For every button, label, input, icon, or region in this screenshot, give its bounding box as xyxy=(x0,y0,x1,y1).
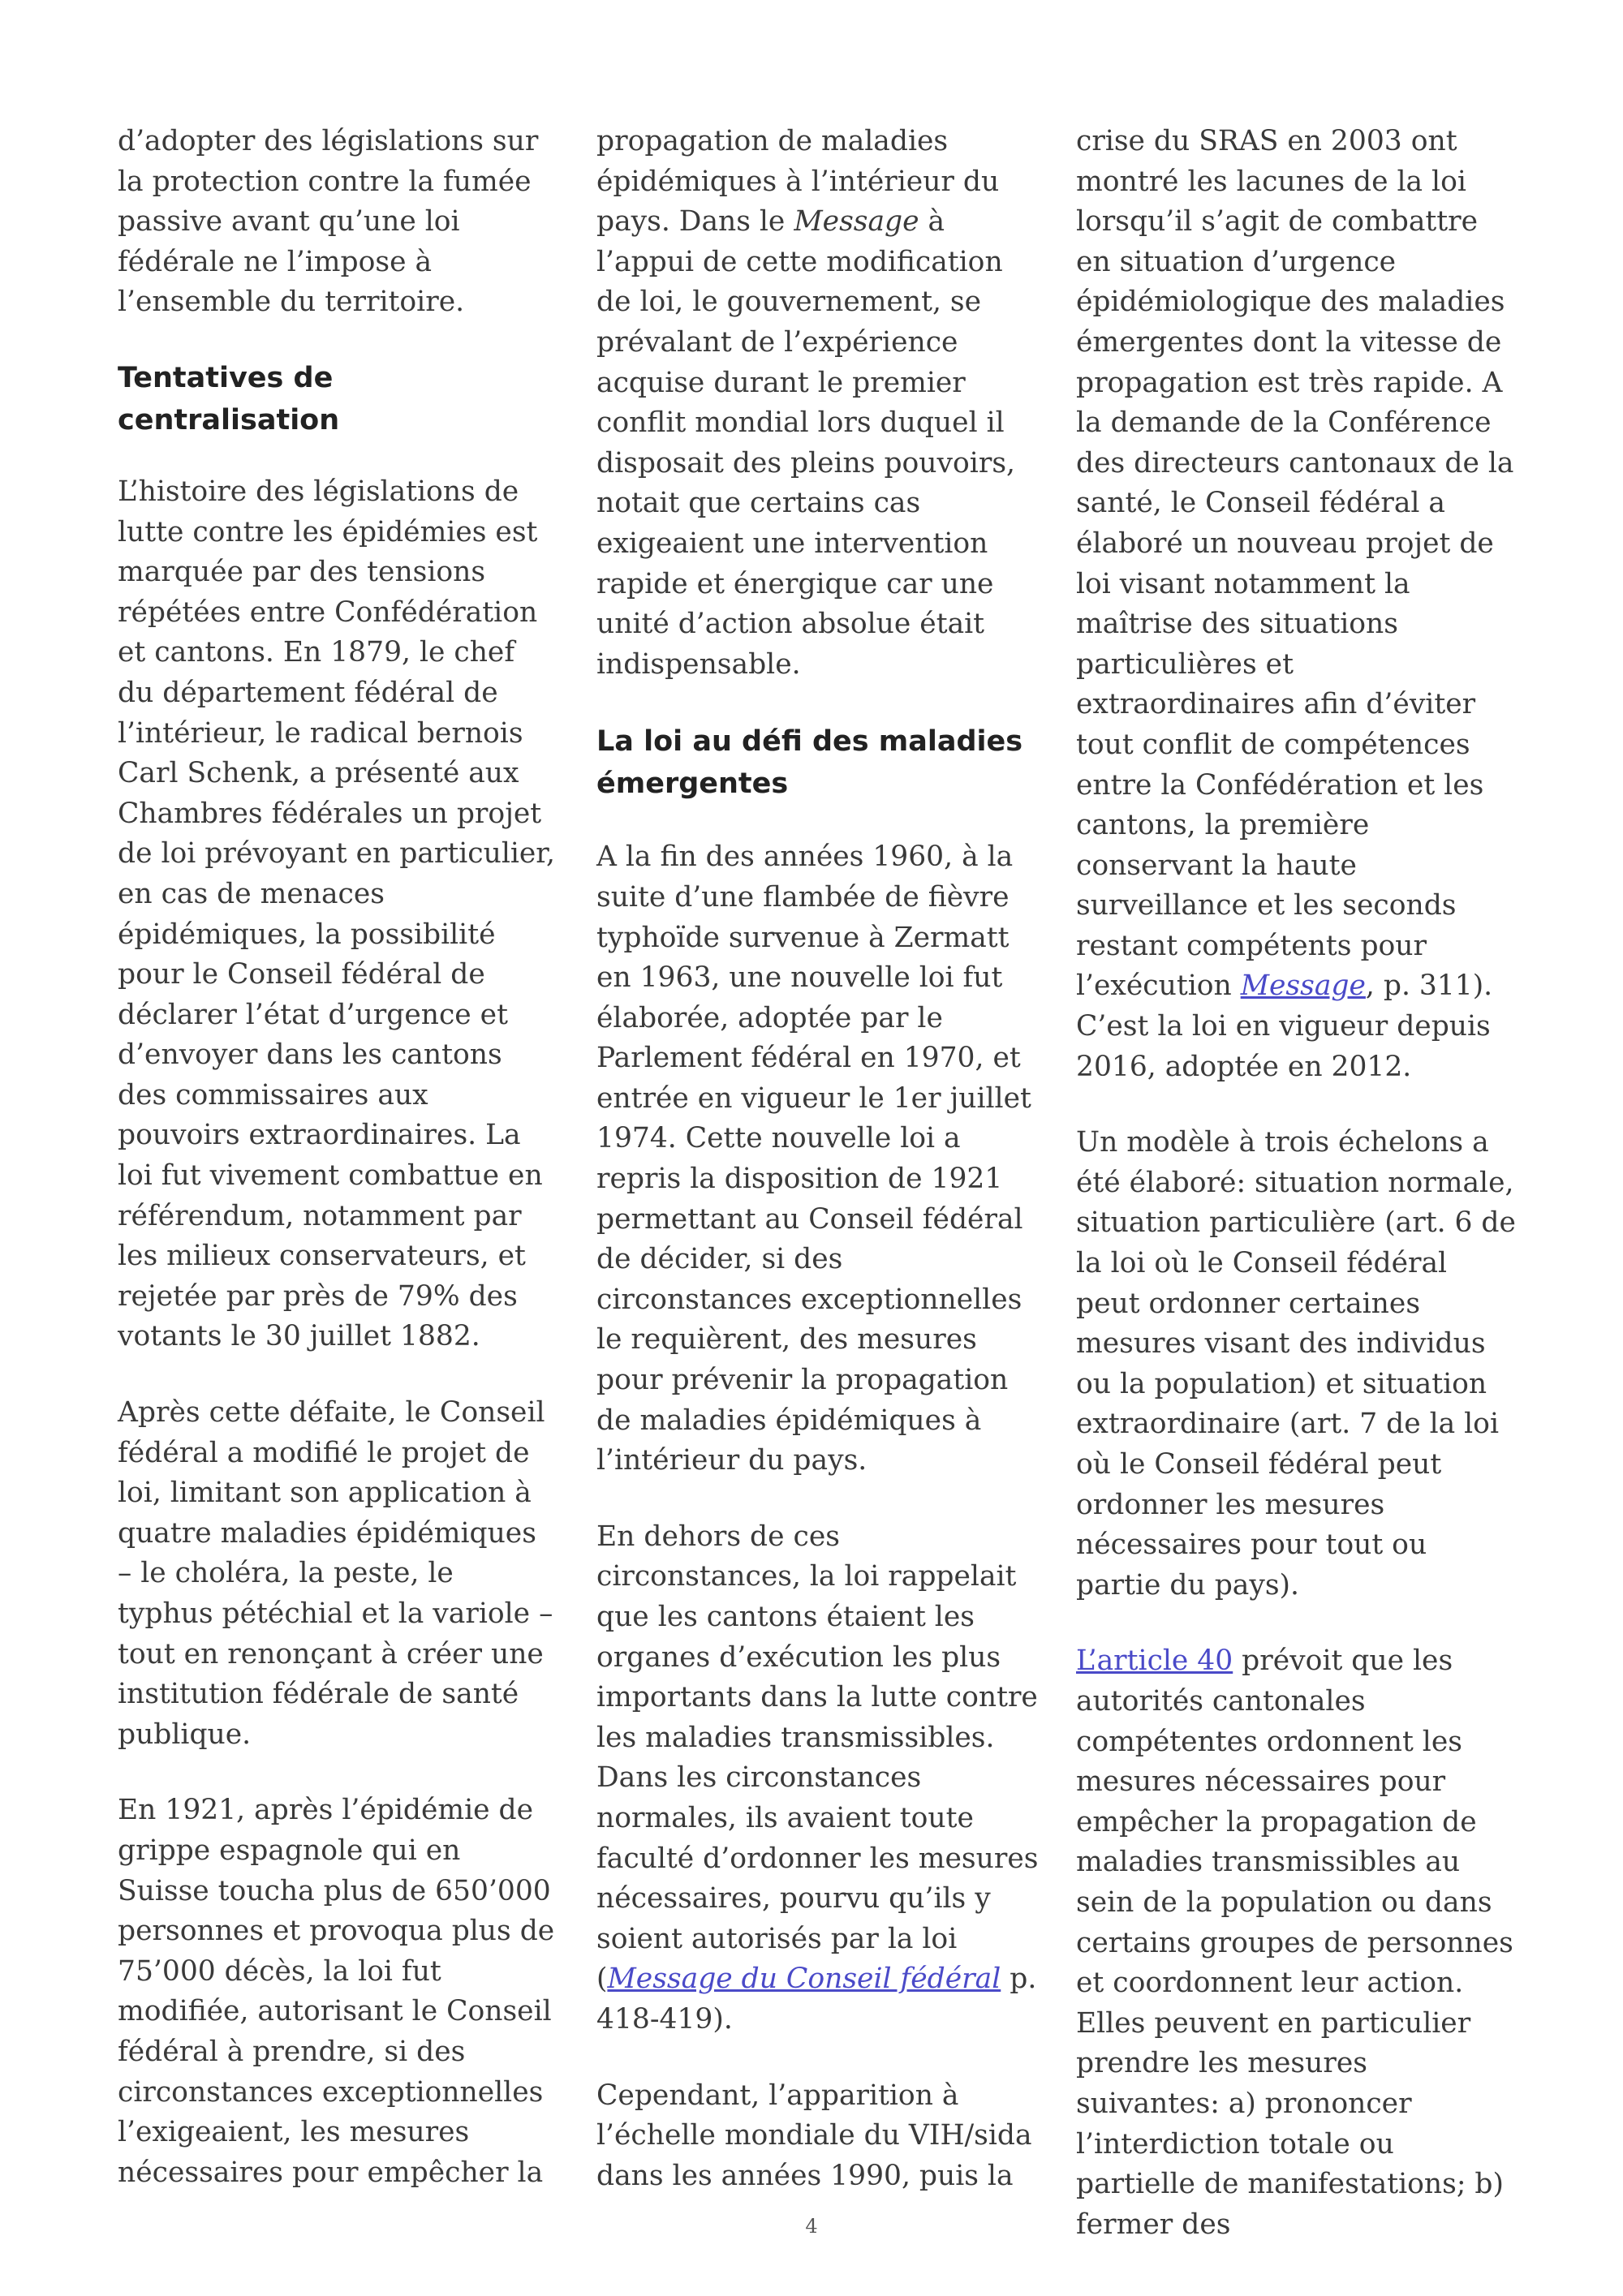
paragraph: Un modèle à trois échelons a été élaboré: situation normale, situation particulière (art. 6 de la loi où le Conseil fédéral peut ordonner certaines mesures visant des individus ou la population) et situation extraordinaire (art. 7 de la loi où le Conseil fédéral peut ordonner les mesures nécessaires pour tout ou partie du pays). xyxy=(1076,1126,1516,1602)
text-column-right xyxy=(1076,122,1518,2245)
link-article-40[interactable]: L’article 40 xyxy=(1076,1645,1233,1678)
link-text: Message xyxy=(1240,970,1366,1003)
paragraph xyxy=(596,122,1039,685)
text-run: prévoit que les autorités cantonales compétentes ordonnent les mesures nécessaires pour empêcher la propagation de maladies transmissibles au sein de la population ou dans certains groupes de personnes et coordonnent leur action. Elles peuvent en particulier prendre les mesures suivantes: a) prononcer l’interdiction totale ou partielle de manifestations; b) fermer des xyxy=(1076,1645,1513,2241)
text-run: , p. 311). C’est la loi en vigueur depuis 2016, adoptée en 2012. xyxy=(1076,970,1493,1083)
text-run: propagation de maladies épidémiques à l’intérieur du pays. Dans le xyxy=(596,125,1000,239)
paragraph: En 1921, après l’épidémie de grippe espagnole qui en Suisse toucha plus de 650’000 personnes et provoqua plus de 75’000 décès, la loi fut modifiée, autorisant le Conseil fédéral à prendre, si des circonstances exceptionnelles l’exigeaient, les mesures nécessaires pour empêcher la xyxy=(118,1794,555,2189)
link-text: Message du Conseil fédéral xyxy=(607,1963,1001,1996)
section-heading-centralisation: Tentatives de centralisation xyxy=(118,361,340,436)
page-number: 4 xyxy=(805,2215,818,2238)
link-message-conseil-federal[interactable] xyxy=(607,1963,1001,1995)
paragraph xyxy=(596,1517,1039,2040)
text-run: p. 418-419). xyxy=(596,1963,1037,2036)
paragraph: A la fin des années 1960, à la suite d’une flambée de fièvre typhoïde survenue à Zermatt en 1963, une nouvelle loi fut élaborée, adoptée par le Parlement fédéral en 1970, et entrée en vigueur le 1er juillet 1974. Cette nouvelle loi a repris la disposition de 1921 permettant au Conseil fédéral de décider, si des circonstances exceptionnelles le requièrent, des mesures pour prévenir la propagation de maladies épidémiques à l’intérieur du pays. xyxy=(596,841,1031,1477)
text-run-italic: Message xyxy=(794,205,919,239)
text-column-middle xyxy=(596,122,1039,2196)
paragraph xyxy=(1076,1641,1518,2245)
paragraph: d’adopter des législations sur la protection contre la fumée passive avant qu’une loi fédérale ne l’impose à l’ensemble du territoire. xyxy=(118,125,539,319)
text-run: crise du SRAS en 2003 ont montré les lacunes de la loi lorsqu’il s’agit de combattre en situation d’urgence épidémiologique des maladies émergentes dont la vitesse de propagation est très rapide. A la demande de la Conférence des directeurs cantonaux de la santé, le Conseil fédéral a élaboré un nouveau projet de loi visant notamment la maîtrise des situations particulières et extraordinaires afin d’éviter tout conflit de compétences entre la Confédération et les cantons, la première conservant la haute surveillance et les seconds restant compétents pour l’exécution xyxy=(1076,125,1514,1003)
section-heading-maladies-emergentes: La loi au défi des maladies émergentes xyxy=(596,725,1023,801)
link-message[interactable] xyxy=(1241,970,1366,1002)
text-run: En dehors de ces circonstances, la loi rappelait que les cantons étaient les organes d’exécution les plus importants dans la lutte contre les maladies transmissibles. Dans les circonstances normales, ils avaient toute faculté d’ordonner les mesures nécessaires, pourvu qu’ils y soient autorisés par la loi ( xyxy=(596,1520,1039,1996)
paragraph: L’histoire des législations de lutte contre les épidémies est marquée par des tensions répétées entre Confédération et cantons. En 1879, le chef du département fédéral de l’intérieur, le radical bernois Carl Schenk, a présenté aux Chambres fédérales un projet de loi prévoyant en particulier, en cas de menaces épidémiques, la possibilité pour le Conseil fédéral de déclarer l’état d’urgence et d’envoyer dans les cantons des commissaires aux pouvoirs extraordinaires. La loi fut vivement combattue en référendum, notamment par les milieux conservateurs, et rejetée par près de 79% des votants le 30 juillet 1882. xyxy=(118,475,555,1353)
paragraph xyxy=(1076,122,1518,1087)
text-column-left xyxy=(118,122,556,2193)
paragraph: Cependant, l’apparition à l’échelle mondiale du VIH/sida dans les années 1990, puis la xyxy=(596,2079,1032,2192)
paragraph: Après cette défaite, le Conseil fédéral a modifié le projet de loi, limitant son application à quatre maladies épidémiques – le choléra, la peste, le typhus pétéchial et la variole – tout en renonçant à créer une institution fédérale de santé publique. xyxy=(118,1396,553,1751)
text-run: à l’appui de cette modification de loi, le gouvernement, se prévalant de l’expérience acquise durant le premier conflit mondial lors duquel il disposait des pleins pouvoirs, notait que certains cas exigeaient une intervention rapide et énergique car une unité d’action absolue était indispensable. xyxy=(596,205,1015,681)
